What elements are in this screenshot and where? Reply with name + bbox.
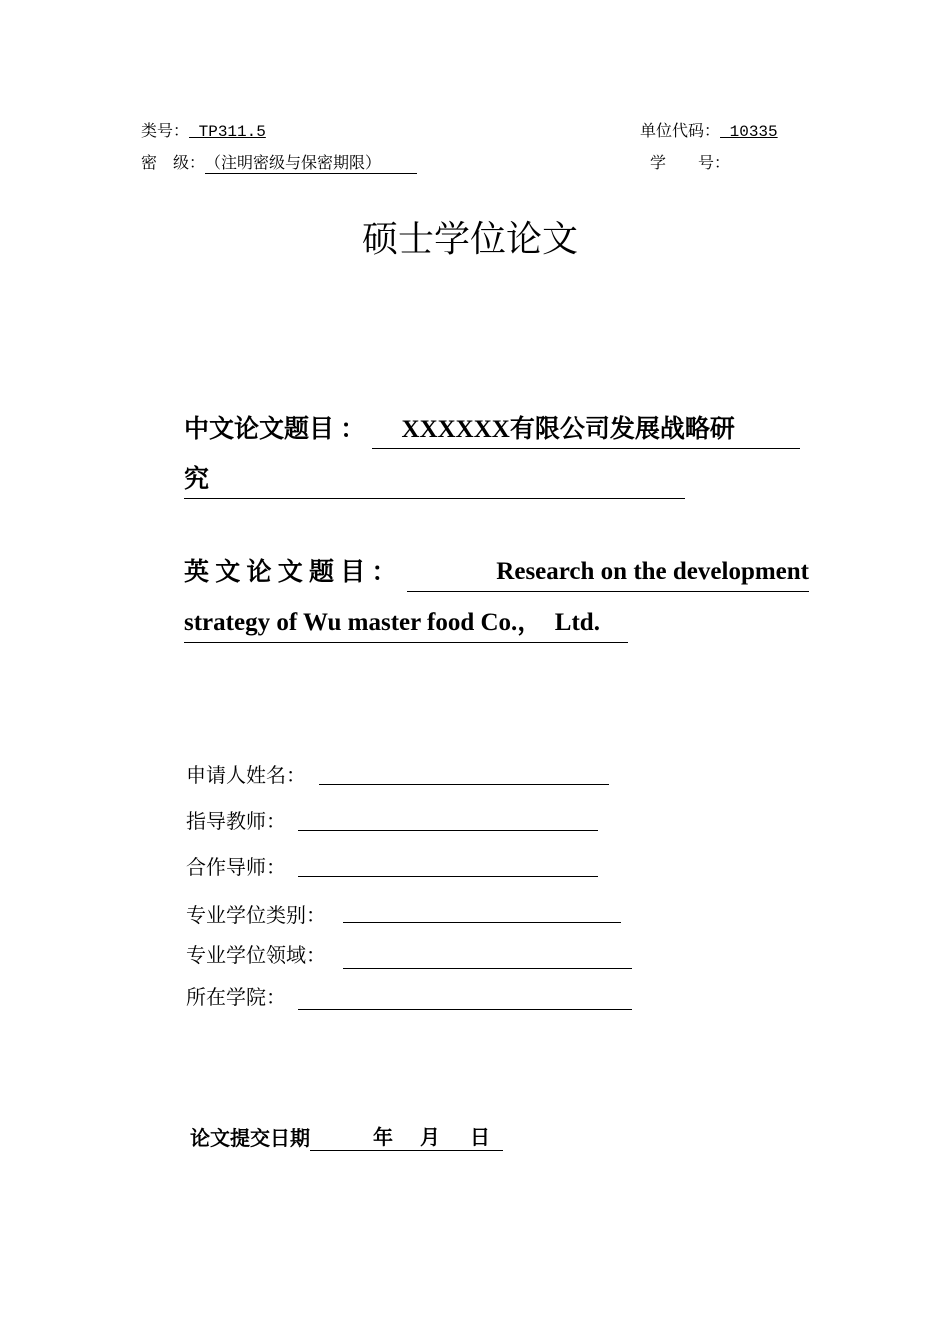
en-title-line1: Research on the development <box>407 553 809 592</box>
page-title: 硕士学位论文 <box>362 219 579 260</box>
en-title-line2: strategy of Wu master food Co.， Ltd. <box>184 604 628 643</box>
submit-date <box>190 1124 503 1151</box>
en-title-row2 <box>184 604 628 643</box>
secret-level-value: （注明密级与保密期限） <box>205 153 417 174</box>
student-number-label: 学 号： <box>650 153 731 172</box>
en-title-row1 <box>184 553 809 592</box>
student-number <box>650 153 730 173</box>
class-number <box>141 121 266 142</box>
unit-code-value: 10335 <box>720 123 778 141</box>
cn-title-line1: XXXXXX有限公司发展战略研 <box>372 412 800 449</box>
unit-code-label: 单位代码： <box>640 121 721 140</box>
cn-title-label: 中文论文题目 ： <box>184 416 366 443</box>
college-label: 所在学院： <box>186 985 286 1009</box>
unit-code <box>640 121 778 142</box>
college-field[interactable] <box>298 1009 632 1010</box>
co-supervisor-label: 合作导师： <box>186 855 286 879</box>
supervisor-label: 指导教师： <box>186 809 286 833</box>
applicant-field[interactable] <box>319 784 609 785</box>
secret-level <box>141 153 417 174</box>
submit-year: 年 <box>373 1125 393 1149</box>
submit-day: 日 <box>470 1125 490 1149</box>
degree-field-label: 专业学位领域： <box>186 943 326 967</box>
degree-field-field[interactable] <box>343 968 632 969</box>
submit-month: 月 <box>420 1125 440 1149</box>
class-number-label: 类号： <box>141 121 190 140</box>
supervisor-field[interactable] <box>298 830 598 831</box>
applicant-label: 申请人姓名： <box>186 763 306 787</box>
en-title-label: 英 文 论 文 题 目 ： <box>184 559 397 586</box>
cn-title-row2 <box>184 462 685 499</box>
co-supervisor-field[interactable] <box>298 876 598 877</box>
submit-date-field[interactable] <box>310 1124 503 1151</box>
class-number-value: TP311.5 <box>189 123 266 141</box>
degree-category-label: 专业学位类别： <box>186 903 326 927</box>
degree-category-field[interactable] <box>343 922 621 923</box>
cn-title-row1 <box>184 412 800 449</box>
submit-date-label: 论文提交日期 <box>190 1126 310 1150</box>
cn-title-line2: 究 <box>184 462 685 499</box>
secret-level-label: 密 级： <box>141 153 206 172</box>
